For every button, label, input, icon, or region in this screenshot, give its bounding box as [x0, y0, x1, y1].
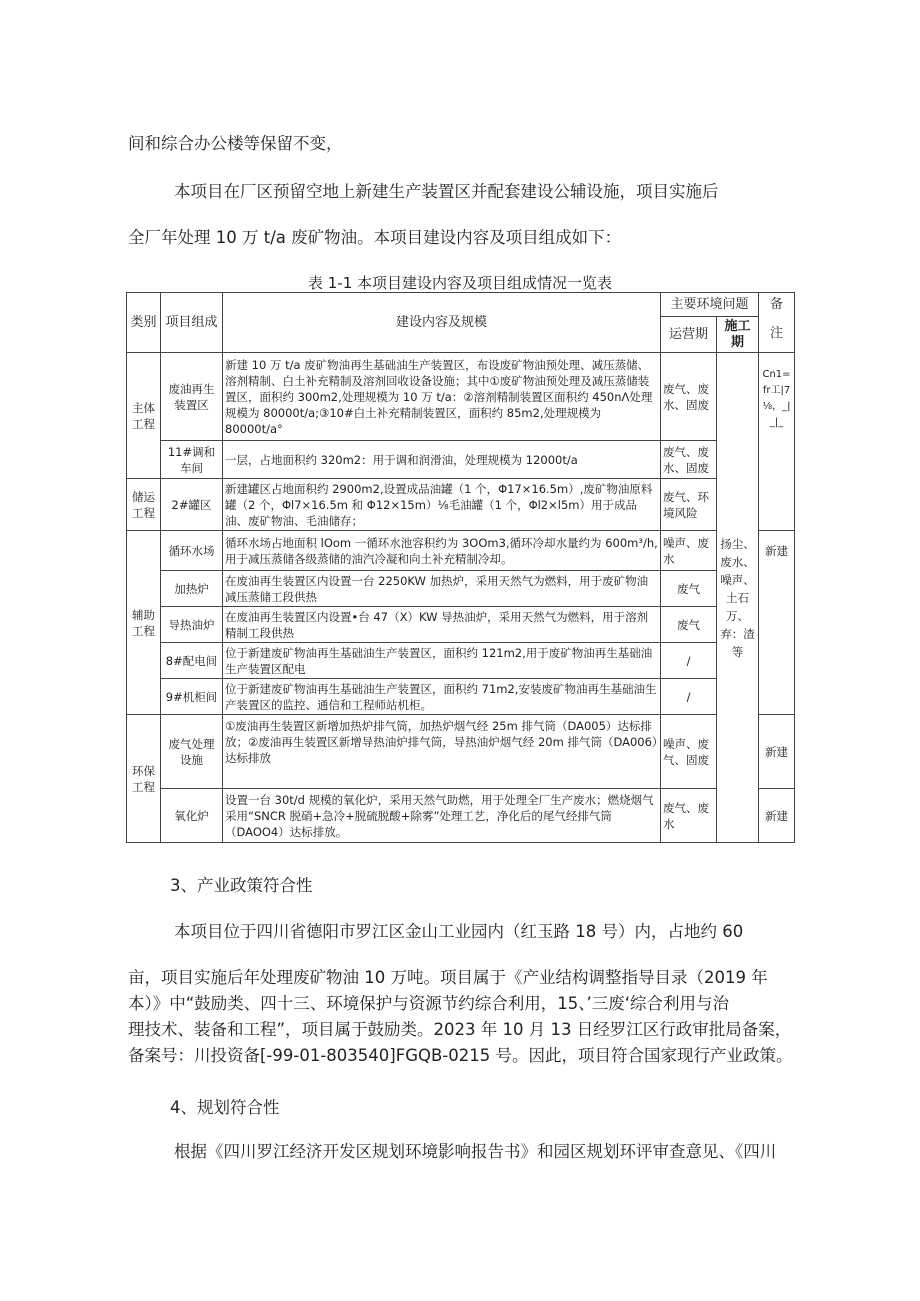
component-cell: 废气处理设施: [161, 715, 223, 789]
header-remark-bottom: 注: [759, 317, 795, 353]
component-cell: 废油再生装置区: [161, 353, 223, 441]
component-cell: 2#罐区: [161, 479, 223, 531]
content-cell: 位于新建废矿物油再生基础油生产装置区，面积约 71m2,安装废矿物油再生基础油生产装置区的监控、通信和工程师站机柜。: [223, 679, 661, 715]
operation-cell: /: [661, 679, 717, 715]
header-content: 建设内容及规模: [223, 293, 661, 353]
intro-paragraph-line-2: 全厂年处理 10 万 t/a 废矿物油。本项目建设内容及项目组成如下：: [128, 228, 622, 247]
content-cell: [223, 715, 661, 789]
operation-cell: 废气、废水、固废: [661, 441, 717, 479]
content-text: ①废油再生装置区新增加热炉排气筒，加热炉烟气经 25m 排气筒（DA005）达标排放；②废油再生装置区新增导热油炉排气筒，导热油炉烟气经 20m 排气筒（DA006）达标排放: [225, 718, 658, 765]
component-cell: 8#配电间: [161, 643, 223, 679]
content-cell: 一层，占地面积约 320m2：用于调和润滑油，处理规模为 12000t/a: [223, 441, 661, 479]
category-storage: 储运工程: [127, 479, 161, 531]
component-cell: 循环水场: [161, 531, 223, 571]
section3-line-2: 亩，项目实施后年处理废矿物油 10 万吨。项目属于《产业结构调整指导目录（2019 年: [128, 968, 768, 987]
header-remark-top: 备: [759, 293, 795, 317]
construction-merged-cell: 扬尘、废水、噪声、土石万、弃：渣等: [717, 353, 759, 843]
content-cell: 新建 10 万 t/a 废矿物油再生基础油生产装置区，布设废矿物油预处理、减压蒸储、溶剂精制、白土补充精制及溶剂回收设备设施；其中①废矿物油预处理及减压蒸储装置区，面积约 300m2,处理规模为 10 万 t/a：②溶剂精制装置区面积约 450nΛ处理规模为 80000t/a;③10#白土补充精制装置区，面积约 85m2,处理规模为 80000t/a°: [223, 353, 661, 441]
operation-cell: 废气: [661, 607, 717, 643]
category-main: 主体工程: [127, 353, 161, 479]
section3-line-1: 本项目位于四川省德阳市罗江区金山工业园内（红玉路 18 号）内，占地约 60: [174, 922, 744, 941]
section3-line-4: 理技术、装备和工程”，项目属于鼓励类。2023 年 10 月 13 日经罗江区行政审批局备案，: [128, 1020, 792, 1039]
content-cell: 新建罐区占地面积约 2900m2,设置成品油罐（1 个，Φ17×16.5m）,废矿物油原料罐（2 个，Φl7×16.5m 和 Φ12×15m）⅛毛油罐（1 个，Φl2×l5m）用于成品油、废矿物油、毛油储存；: [223, 479, 661, 531]
content-cell: 循环水场占地面积 lOom 一循环水池容积约为 3OOm3,循环冷却水量约为 600m³/h,用于减压蒸储各级蒸储的油汽冷凝和向土补充精制冷却。: [223, 531, 661, 571]
component-cell: 9#机柜间: [161, 679, 223, 715]
content-cell: 在废油再生装置区内设置一台 2250KW 加热炉，采用天然气为燃料，用于废矿物油减压蒸储工段供热: [223, 571, 661, 607]
header-construction: 施工期: [717, 317, 759, 353]
category-aux: 辅助工程: [127, 531, 161, 715]
header-category: 类别: [127, 293, 161, 353]
content-cell: 位于新建废矿物油再生基础油生产装置区，面积约 121m2,用于废矿物油再生基础油生产装置区配电: [223, 643, 661, 679]
operation-cell: 废气、废水、固废: [661, 353, 717, 441]
component-cell: 11#调和车间: [161, 441, 223, 479]
remark-aux-cell: 新建: [759, 531, 795, 715]
component-cell: 加热炉: [161, 571, 223, 607]
operation-cell: 废气: [661, 571, 717, 607]
section3-heading: 3、产业政策符合性: [170, 876, 313, 895]
section4-heading: 4、规划符合性: [170, 1098, 280, 1117]
operation-cell: 废气、废水: [661, 789, 717, 843]
content-cell: 在废油再生装置区内设置•台 47（X）KW 导热油炉，采用天然气为燃料，用于溶剂精制工段供热: [223, 607, 661, 643]
operation-cell: 噪声、废气、固废: [661, 715, 717, 789]
content-cell: 设置一台 30t/d 规模的氧化炉，采用天然气助燃，用于处理全厂生产废水；燃烧烟气采用“SNCR 脱硝+急冷+脱硫脱酸+除雾”处理工艺，净化后的尾气经排气筒（DAOO4）达标排放。: [223, 789, 661, 843]
operation-cell: 噪声、废水: [661, 531, 717, 571]
section3-line-3: 本）》中“鼓励类、四十三、环境保护与资源节约综合利用，15、’三废‘综合利用与治: [128, 994, 730, 1013]
header-component: 项目组成: [161, 293, 223, 353]
section4-line-1: 根据《四川罗江经济开发区规划环境影响报告书》和园区规划环评审查意见、《四川: [174, 1142, 777, 1161]
intro-line-1: 间和综合办公楼等保留不变，: [128, 134, 343, 153]
category-env: 环保工程: [127, 715, 161, 843]
table-title: 表 1-1 本项目建设内容及项目组成情况一览表: [307, 274, 613, 292]
remark-main-cell: Cn1=fr工|7⅛，_|_|_: [759, 353, 795, 531]
header-env-issue: 主要环境问题: [661, 293, 759, 317]
header-operation: 运营期: [661, 317, 717, 353]
intro-paragraph-line-1: 本项目在厂区预留空地上新建生产装置区并配套建设公辅设施，项目实施后: [174, 182, 719, 201]
operation-cell: 废气、环境风险: [661, 479, 717, 531]
remark-cell: 新建: [759, 789, 795, 843]
component-cell: 氧化炉: [161, 789, 223, 843]
section3-line-5: 备案号：川投资备[-99-01-803540]FGQB-0215 号。因此，项目符合国家现行产业政策。: [128, 1046, 793, 1065]
component-cell: 导热油炉: [161, 607, 223, 643]
remark-cell: 新建: [759, 715, 795, 789]
operation-cell: /: [661, 643, 717, 679]
project-composition-table: [126, 292, 795, 843]
